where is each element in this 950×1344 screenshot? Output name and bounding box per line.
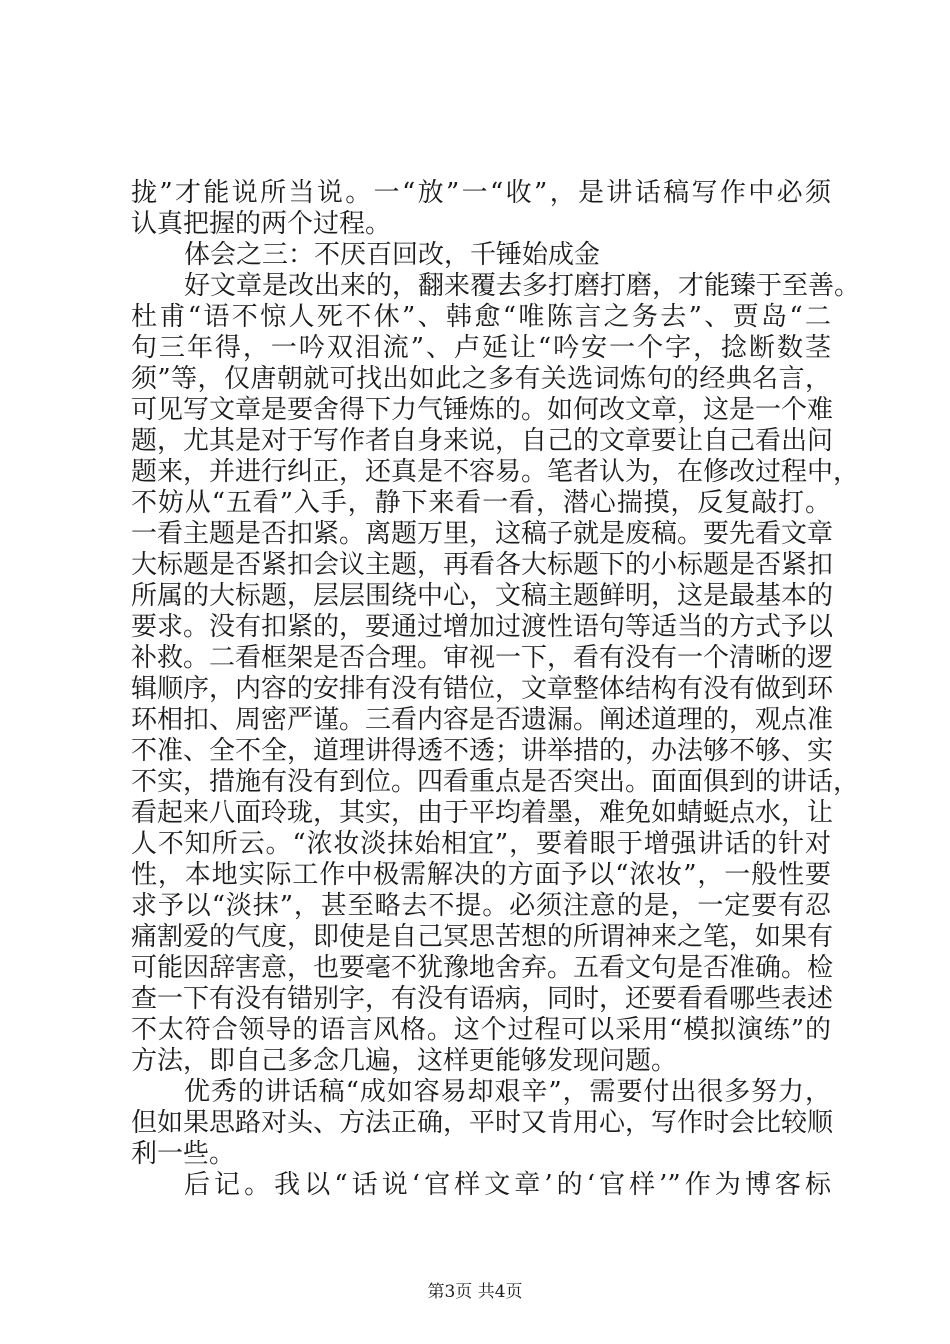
text-line: 好文章是改出来的，翻来覆去多打磨打磨，才能臻于至善。 [184, 271, 861, 301]
text-line: 补救。二看框架是否合理。审视一下，看有没有一个清晰的逻 [131, 643, 834, 673]
text-line: 不太符合领导的语言风格。这个过程可以采用“模拟演练”的 [131, 1015, 831, 1045]
text-line: 不准、全不全，道理讲得透不透；讲举措的，办法够不够、实 [131, 736, 834, 766]
text-line: 方法，即自己多念几遍，这样更能够发现问题。 [131, 1046, 678, 1076]
text-line: 题来，并进行纠正，还真是不容易。笔者认为，在修改过程中， [131, 457, 860, 487]
text-line: 认真把握的两个过程。 [131, 209, 392, 239]
text-line: 辑顺序，内容的安排有没有错位，文章整体结构有没有做到环 [131, 674, 834, 704]
text-line: 题，尤其是对于写作者自身来说，自己的文章要让自己看出问 [131, 426, 834, 456]
text-line: 可能因辞害意，也要毫不犹豫地舍弃。五看文句是否准确。检 [131, 953, 834, 983]
text-line: 可见写文章是要舍得下力气锤炼的。如何改文章，这是一个难 [131, 395, 834, 425]
text-line: 大标题是否紧扣会议主题，再看各大标题下的小标题是否紧扣 [131, 550, 834, 580]
text-line: 环相扣、周密严谨。三看内容是否遗漏。阐述道理的，观点准 [131, 705, 834, 735]
text-line: 拢”才能说所当说。一“放”一“收”，是讲话稿写作中必须 [131, 178, 831, 208]
text-line: 所属的大标题，层层围绕中心，文稿主题鲜明，这是最基本的 [131, 581, 834, 611]
text-line: 杜甫“语不惊人死不休”、韩愈“唯陈言之务去”、贾岛“二 [131, 302, 831, 332]
text-line: 性，本地实际工作中极需解决的方面予以“浓妆”，一般性要 [131, 860, 831, 890]
text-line: 优秀的讲话稿“成如容易却艰辛”，需要付出很多努力， [184, 1077, 831, 1107]
text-line: 人不知所云。“浓妆淡抹始相宜”，要着眼于增强讲话的针对 [131, 829, 831, 859]
text-line: 须”等，仅唐朝就可找出如此之多有关选词炼句的经典名言， [131, 364, 831, 394]
text-line: 不妨从“五看”入手，静下来看一看，潜心揣摸，反复敲打。 [131, 488, 831, 518]
section-heading: 体会之三：不厌百回改，千锤始成金 [184, 240, 601, 270]
text-line: 句三年得，一吟双泪流”、卢延让“吟安一个字，捻断数茎 [131, 333, 831, 363]
text-line: 后记。我以“话说‘官样文章’的‘官样’”作为博客标 [184, 1170, 831, 1200]
text-line: 利一些。 [131, 1139, 236, 1169]
page-number: 第3页 共4页 [427, 1282, 523, 1302]
text-line: 不实，措施有没有到位。四看重点是否突出。面面俱到的讲话， [131, 767, 860, 797]
text-line: 一看主题是否扣紧。离题万里，这稿子就是废稿。要先看文章 [131, 519, 834, 549]
text-line: 痛割爱的气度，即使是自己冥思苦想的所谓神来之笔，如果有 [131, 922, 834, 952]
text-line: 求予以“淡抹”，甚至略去不提。必须注意的是，一定要有忍 [131, 891, 831, 921]
text-line: 看起来八面玲珑，其实，由于平均着墨，难免如蜻蜓点水，让 [131, 798, 834, 828]
text-line: 但如果思路对头、方法正确，平时又肯用心，写作时会比较顺 [131, 1108, 834, 1138]
text-line: 查一下有没有错别字，有没有语病，同时，还要看看哪些表述 [131, 984, 834, 1014]
text-line: 要求。没有扣紧的，要通过增加过渡性语句等适当的方式予以 [131, 612, 834, 642]
